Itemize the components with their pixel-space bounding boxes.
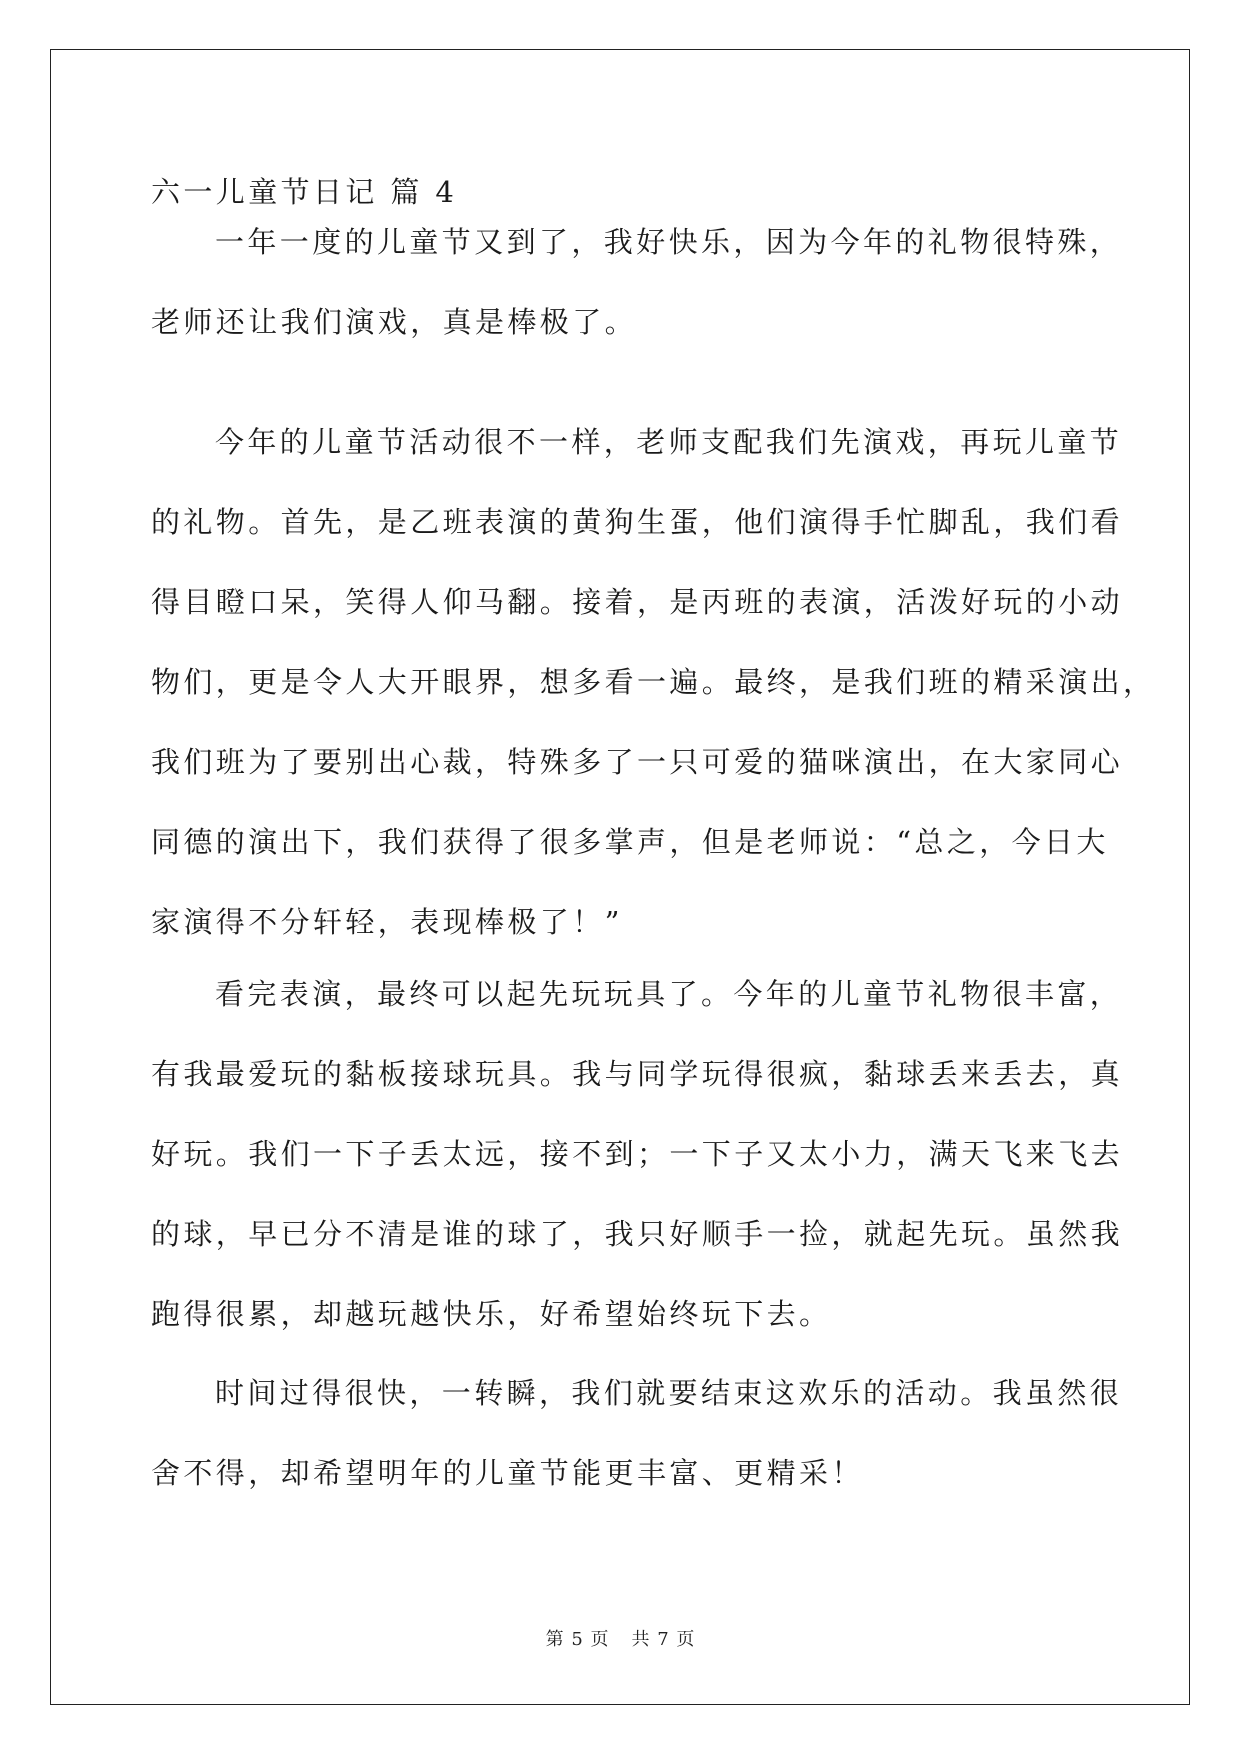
paragraph-4 [151,1353,1123,1513]
paragraph-line: 今年的儿童节活动很不一样，老师支配我们先演戏，再玩儿童节 [215,425,1123,459]
paragraph-line: 好玩。我们一下子丢太远，接不到；一下子又太小力，满天飞来飞去 [151,1137,1124,1171]
paragraph-line: 舍不得，却希望明年的儿童节能更丰富、更精采！ [151,1456,864,1490]
paragraph-line: 物们，更是令人大开眼界，想多看一遍。最终，是我们班的精采演出， [151,665,1156,699]
paragraph-line: 得目瞪口呆，笑得人仰马翻。接着，是丙班的表演，活泼好玩的小动 [151,585,1124,619]
paragraph-line: 有我最爱玩的黏板接球玩具。我与同学玩得很疯，黏球丢来丢去，真 [151,1057,1124,1091]
document-title: 六一儿童节日记 篇 4 [151,175,458,209]
paragraph-line: 的球，早已分不清是谁的球了，我只好顺手一捡，就起先玩。虽然我 [151,1217,1124,1251]
paragraph-2 [151,402,1156,962]
page-footer [0,1628,1241,1652]
paragraph-line: 一年一度的儿童节又到了，我好快乐，因为今年的礼物很特殊， [215,225,1123,259]
paragraph-line: 的礼物。首先，是乙班表演的黄狗生蛋，他们演得手忙脚乱，我们看 [151,505,1124,539]
paragraph-1 [151,202,1123,362]
paragraph-line: 老师还让我们演戏，真是棒极了。 [151,305,638,339]
paragraph-line: 我们班为了要别出心裁，特殊多了一只可爱的猫咪演出，在大家同心 [151,745,1124,779]
page-total: 共 7 页 [631,1629,696,1650]
paragraph-line: 同德的演出下，我们获得了很多掌声，但是老师说：“总之，今日大 [151,825,1109,859]
paragraph-line: 家演得不分轩轻，表现棒极了！” [151,905,623,939]
paragraph-line: 看完表演，最终可以起先玩玩具了。今年的儿童节礼物很丰富， [215,977,1123,1011]
page-number: 第 5 页 [545,1629,610,1650]
paragraph-line: 时间过得很快，一转瞬，我们就要结束这欢乐的活动。我虽然很 [215,1376,1123,1410]
paragraph-3 [151,954,1124,1354]
paragraph-line: 跑得很累，却越玩越快乐，好希望始终玩下去。 [151,1297,832,1331]
